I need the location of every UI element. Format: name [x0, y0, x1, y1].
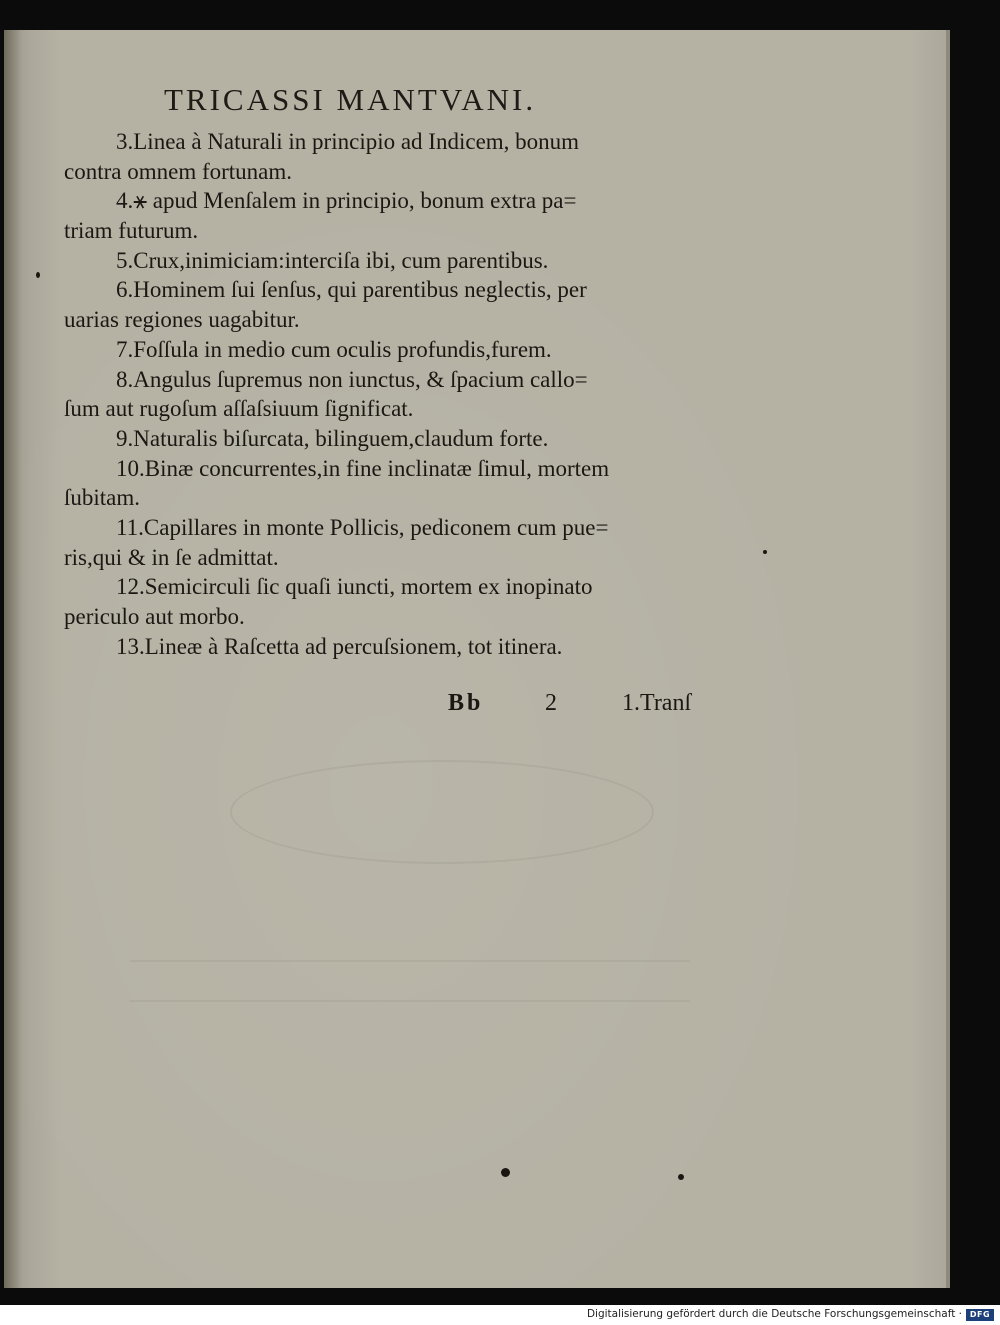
text-line: 10.Binæ concurrentes,in fine inclinatæ ſimul, mortem	[116, 455, 610, 481]
text-line: uarias regiones uagabitur.	[64, 307, 300, 333]
text-line: 8.Angulus ſupremus non iunctus, & ſpacium callo=	[116, 366, 588, 392]
ink-speck	[678, 1174, 684, 1180]
text-line: triam futurum.	[64, 218, 199, 244]
page-right-edge	[946, 30, 950, 1288]
text-line: 9.Naturalis biſurcata, bilinguem,claudum forte.	[116, 425, 549, 451]
page-gutter-shadow	[4, 30, 30, 1288]
text-line: 3.Linea à Naturali in principio ad Indicem, bonum	[116, 129, 580, 154]
text-line: contra omnem fortunam.	[64, 158, 293, 184]
credit-bar	[0, 1305, 1000, 1325]
ink-speck	[36, 272, 40, 278]
catchword: 1.Tranſ	[622, 690, 692, 716]
text-line: ris,qui & in ſe admittat.	[64, 544, 279, 570]
dfg-logo-icon: DFG	[966, 1309, 994, 1321]
text-line: 5.Crux,inimiciam:interciſa ibi, cum parentibus.	[116, 247, 549, 273]
text-line: 7.Foſſula in medio cum oculis profundis,furem.	[116, 336, 552, 362]
text-line: 6.Hominem ſui ſenſus, qui parentibus neglectis, per	[116, 277, 587, 303]
running-title: TRICASSI MANTVANI.	[164, 82, 537, 117]
ink-speck	[501, 1168, 510, 1177]
text-line: periculo aut morbo.	[64, 604, 245, 629]
show-through-line	[130, 960, 690, 962]
signature-number: 2	[545, 690, 557, 716]
ink-speck	[763, 550, 767, 554]
text-line: 12.Semicirculi ſic quaſi iuncti, mortem ex inopinato	[116, 574, 593, 600]
show-through-line	[130, 1000, 690, 1002]
body-text	[64, 127, 728, 661]
text-line: 13.Lineæ à Raſcetta ad percuſsionem, tot itinera.	[116, 633, 563, 659]
text-line: 11.Capillares in monte Pollicis, pediconem cum pue=	[116, 514, 609, 540]
text-line: ſubitam.	[64, 485, 141, 511]
show-through-ornament	[230, 760, 654, 864]
credit-text: Digitalisierung gefördert durch die Deutsche Forschungsgemeinschaft ·	[586, 1308, 962, 1320]
text-line: ſum aut rugoſum aſſaſsiuum ſignificat.	[64, 396, 414, 422]
signature-mark: Bb	[448, 690, 484, 716]
text-line: 4.⚹ apud Menſalem in principio, bonum extra pa=	[116, 188, 577, 214]
